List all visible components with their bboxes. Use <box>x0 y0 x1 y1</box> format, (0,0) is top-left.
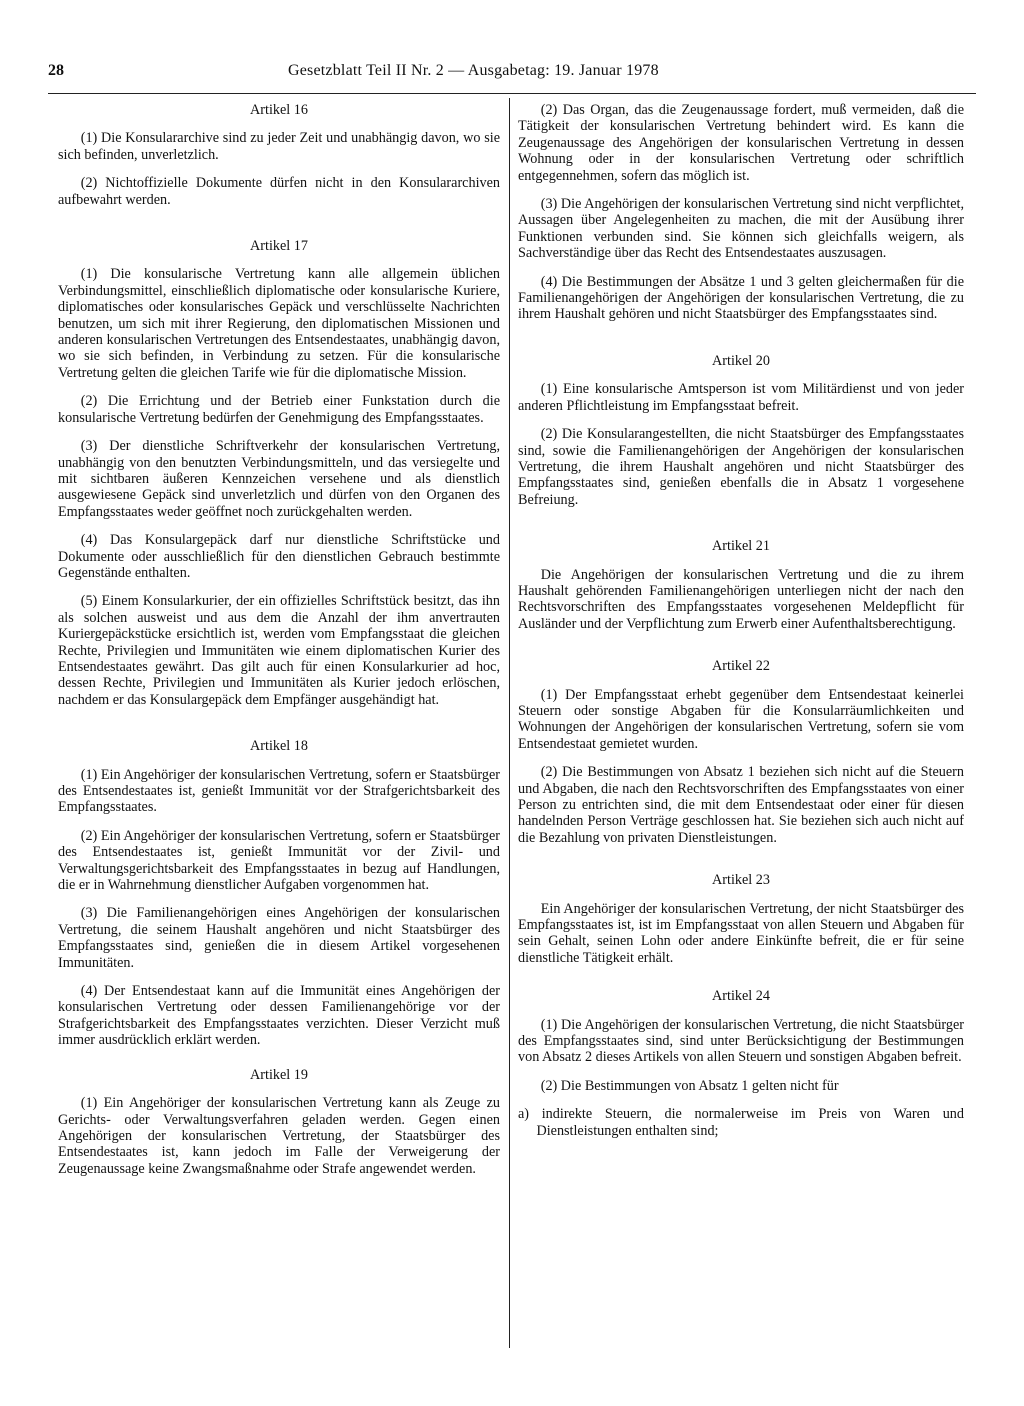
left-column <box>58 102 500 1189</box>
paragraph: (4) Der Entsendestaat kann auf die Immunität eines Angehörigen der konsularischen Vertretung oder dessen Familienangehörige vor der Strafgerichtsbarkeit des Empfangsstaates verzichten. Dieser Verzicht muß immer ausdrücklich erklärt werden. <box>58 983 500 1049</box>
paragraph: (1) Die Konsulararchive sind zu jeder Zeit und unabhängig davon, wo sie sich befinden, unverletzlich. <box>58 130 500 163</box>
running-title: Gesetzblatt Teil II Nr. 2 — Ausgabetag: 19. Januar 1978 <box>288 62 659 79</box>
paragraph: (3) Die Angehörigen der konsularischen Vertretung sind nicht verpflichtet, Aussagen über Angelegenheiten zu machen, die mit der Ausübung ihrer Funktionen verbunden sind. Sie können sich gleichfalls weigern, als Sachverständige über das Recht des Entsendestaates auszusagen. <box>518 196 964 262</box>
article-18-heading: Artikel 18 <box>250 738 308 755</box>
paragraph: (1) Ein Angehöriger der konsularischen Vertretung kann als Zeuge zu Gerichts- oder Verwaltungsverfahren geladen werden. Gegen einen Angehörigen der konsularischen Vertretung, der Staatsbürger des Entsendestaates ist, kann jedoch im Falle der Verweigerung der Zeugenaussage keine Zwangsmaßnahme oder Strafe angewendet werden. <box>58 1095 500 1177</box>
list-item: a) indirekte Steuern, die normalerweise im Preis von Waren und Dienstleistungen enthalten sind; <box>518 1106 964 1139</box>
article-17-heading: Artikel 17 <box>250 238 308 255</box>
paragraph: Ein Angehöriger der konsularischen Vertretung, der nicht Staatsbürger des Empfangsstaates ist, ist im Empfangsstaat von allen Steuern und Abgaben für sein Gehalt, seinen Lohn oder andere Einkünfte befreit, die er für seine dienstliche Tätigkeit erhält. <box>518 900 964 966</box>
paragraph: Die Angehörigen der konsularischen Vertretung und die zu ihrem Haushalt gehörenden Familienangehörigen unterliegen nicht der nach den Rechtsvorschriften des Empfangsstaates vorgesehenen Meldepflicht für Ausländer und der Verpflichtung zum Erwerb einer Aufenthaltsberechtigung. <box>518 566 964 632</box>
paragraph: (2) Ein Angehöriger der konsularischen Vertretung, sofern er Staatsbürger des Entsendestaates ist, genießt Immunität vor der Zivil- und Verwaltungsgerichtsbarkeit des Empfangsstaates in bezug auf Handlungen, die er in Wahrnehmung dienstlicher Aufgaben vorgenommen hat. <box>58 827 500 894</box>
article-24-heading: Artikel 24 <box>712 988 770 1005</box>
article-23-heading: Artikel 23 <box>712 872 770 889</box>
paragraph: (1) Eine konsularische Amtsperson ist vom Militärdienst und von jeder anderen Pflichtleistung im Empfangsstaat befreit. <box>518 381 964 414</box>
paragraph: (2) Die Bestimmungen von Absatz 1 beziehen sich nicht auf die Steuern und Abgaben, die nach den Rechtsvorschriften des Empfangsstaates von einer Person zu entrichten sind, die mit dem Entsendestaat oder einer für diesen handelnden Person Verträge geschlossen hat. Sie beziehen sich auch nicht auf die Bezahlung von privaten Dienstleistungen. <box>518 764 964 846</box>
paragraph: (3) Der dienstliche Schriftverkehr der konsularischen Vertretung, unabhängig von den benutzten Verbindungsmitteln, und das versiegelte und mit sichtbaren äußeren Kennzeichen versehene und als dienstlich ausgewiesene Gepäck sind unverletzlich und dürfen von den Organen des Empfangsstaates weder geöffnet noch zurückgehalten werden. <box>58 438 500 520</box>
paragraph: (1) Ein Angehöriger der konsularischen Vertretung, sofern er Staatsbürger des Entsendestaates ist, genießt Immunität vor der Strafgerichtsbarkeit des Empfangsstaates. <box>58 766 500 816</box>
article-22-heading: Artikel 22 <box>712 658 770 675</box>
article-16-heading: Artikel 16 <box>250 102 308 118</box>
paragraph: (3) Die Familienangehörigen eines Angehörigen der konsularischen Vertretung, die seinem Haushalt angehören und nicht Staatsbürger des Empfangsstaates sind, genießen die in diesem Artikel vorgesehenen Immunitäten. <box>58 905 500 971</box>
column-divider <box>509 98 510 1348</box>
article-20-heading: Artikel 20 <box>712 352 770 369</box>
paragraph: (2) Die Konsularangestellten, die nicht Staatsbürger des Empfangsstaates sind, sowie die Familienangehörigen der Angehörigen der konsularischen Vertretung, die ihrem Haushalt angehören und nicht Staatsbürger des Empfangsstaates sind, genießen ebenfalls die in Absatz 1 vorgesehene Befreiung. <box>518 426 964 508</box>
header-rule <box>48 93 976 94</box>
paragraph: (4) Das Konsulargepäck darf nur dienstliche Schriftstücke und Dokumente oder ausschließlich für den dienstlichen Gebrauch bestimmte Gegenstände enthalten. <box>58 532 500 581</box>
paragraph: (4) Die Bestimmungen der Absätze 1 und 3 gelten gleichermaßen für die Familienangehörigen der Angehörigen der konsularischen Vertretung, die zu ihrem Haushalt gehören und nicht Staatsbürger des Empfangsstaates sind. <box>518 273 964 323</box>
paragraph: (2) Nichtoffizielle Dokumente dürfen nicht in den Konsulararchiven aufbewahrt werden. <box>58 175 500 208</box>
page-header <box>48 62 976 86</box>
paragraph: (1) Der Empfangsstaat erhebt gegenüber dem Entsendestaat keinerlei Steuern oder sonstige Abgaben für die Konsularräumlichkeiten und Wohnungen der Angehörigen der konsularischen Vertretung, sofern sie vom Entsendestaat gemietet wurden. <box>518 686 964 752</box>
article-19-heading: Artikel 19 <box>250 1066 308 1083</box>
page-number: 28 <box>48 62 64 79</box>
paragraph: (2) Die Bestimmungen von Absatz 1 gelten nicht für <box>540 1077 839 1094</box>
paragraph: (2) Das Organ, das die Zeugenaussage fordert, muß vermeiden, daß die Tätigkeit der konsularischen Vertretung behindert wird. Es kann die Zeugenaussage des Angehörigen der konsularischen Vertretung in dessen Wohnung oder in der konsularischen Vertretung oder schriftlich entgegennehmen, sofern das möglich ist. <box>518 102 964 184</box>
paragraph: (2) Die Errichtung und der Betrieb einer Funkstation durch die konsularische Vertretung bedürfen der Genehmigung des Empfangsstaates. <box>58 393 500 426</box>
paragraph: (1) Die konsularische Vertretung kann alle allgemein üblichen Verbindungsmittel, einschließlich diplomatische oder konsularische Kuriere, diplomatisches oder konsularisches Gepäck und verschlüsselte Nachrichten benutzen, um sich mit ihrer Regierung, den diplomatischen Missionen und anderen konsularischen Vertretungen des Entsendestaates, unabhängig davon, wo sie sich befinden, in Verbindung zu setzen. Für die konsularische Vertretung gelten die gleichen Tarife wie für die diplomatische Mission. <box>58 266 500 381</box>
paragraph: (5) Einem Konsularkurier, der ein offizielles Schriftstück besitzt, das ihn als solchen ausweist und aus dem die Anzahl der ihm anvertrauten Kuriergepäckstücke ersichtlich ist, werden vom Empfangsstaat die gleichen Rechte, Privilegien und Immunitäten wie einem diplomatischen Kurier des Entsendestaates gewährt. Das gilt auch für einen Konsularkurier ad hoc, dessen Rechte, Privilegien und Immunitäten als Kurier jedoch erlöschen, nachdem er das Konsulargepäck dem Empfänger ausgehändigt hat. <box>58 593 500 708</box>
right-column <box>518 102 964 1151</box>
paragraph: (1) Die Angehörigen der konsularischen Vertretung, die nicht Staatsbürger des Empfangsstaates sind, sind unter Berücksichtigung der Bestimmungen von Absatz 2 dieses Artikels von allen Steuern und sonstigen Abgaben befreit. <box>518 1016 964 1066</box>
article-21-heading: Artikel 21 <box>712 538 770 555</box>
